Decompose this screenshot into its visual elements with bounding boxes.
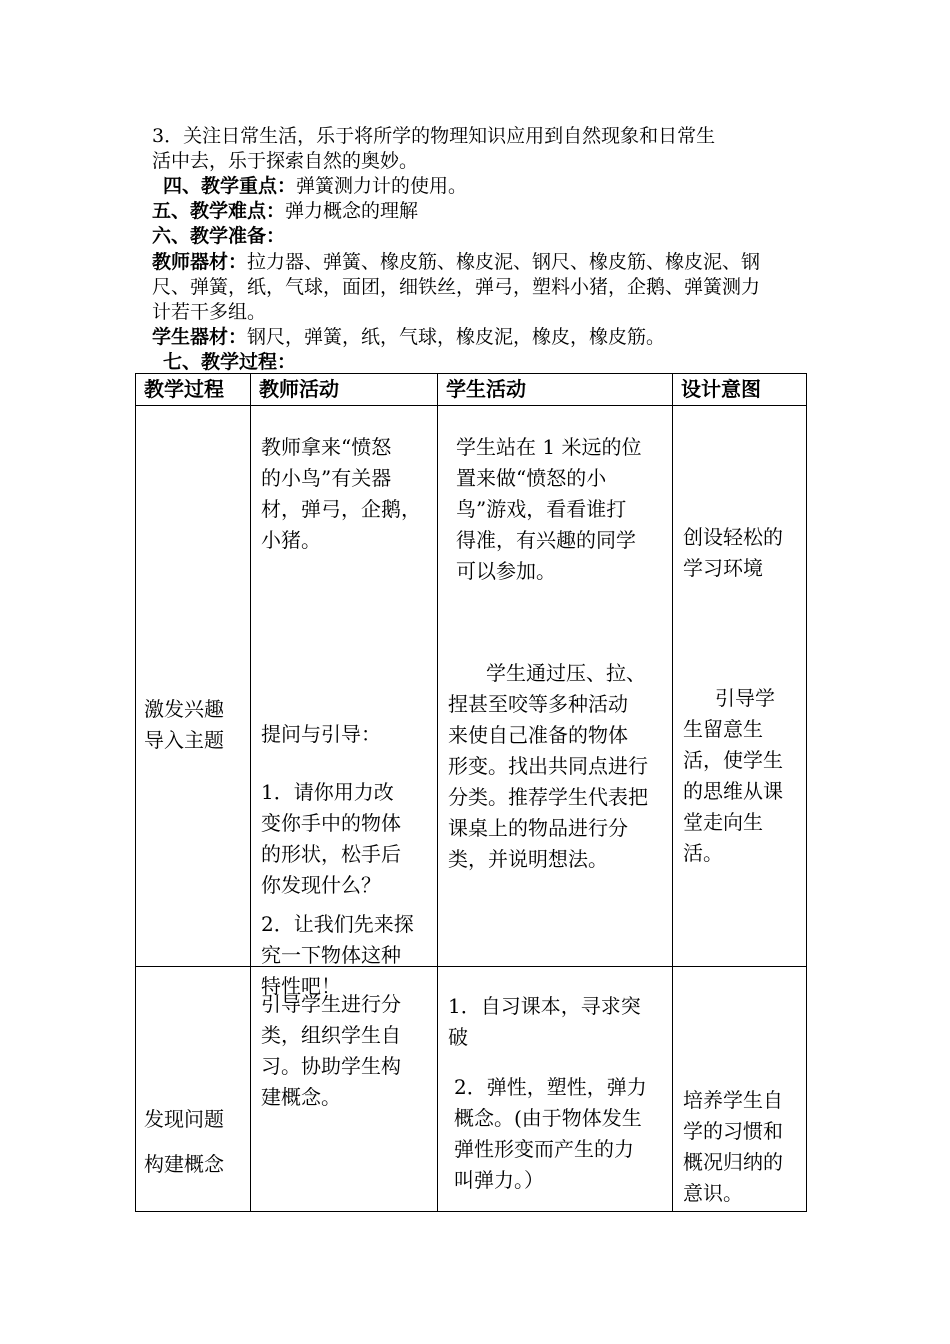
text-line: 类，并说明想法。 bbox=[448, 847, 608, 871]
text-line: 可以参加。 bbox=[456, 559, 556, 583]
text-line: 置来做“愤怒的小 bbox=[456, 466, 607, 490]
text-line: 弹性形变而产生的力 bbox=[454, 1137, 634, 1161]
text-line: 课桌上的物品进行分 bbox=[448, 816, 628, 840]
text-line: 的形状，松手后 bbox=[261, 842, 401, 866]
row1-stage-cell bbox=[136, 406, 251, 967]
text-line: 创设轻松的 bbox=[683, 525, 783, 549]
text-line: 1．请你用力改 bbox=[261, 780, 394, 804]
row2-stage bbox=[144, 1097, 224, 1187]
row2-teacher-cell bbox=[251, 967, 438, 1212]
key-point-heading: 四、教学重点： bbox=[163, 175, 297, 197]
student-materials-text: 钢尺，弹簧，纸，气球，橡皮泥，橡皮，橡皮筋。 bbox=[247, 326, 666, 348]
text-line: 引导学 bbox=[715, 686, 775, 710]
header-student-activity: 学生活动 bbox=[438, 374, 673, 406]
student-materials-heading: 学生器材： bbox=[152, 326, 248, 348]
row2-student-cell bbox=[438, 967, 673, 1212]
row2-intent-text bbox=[683, 1085, 783, 1209]
text-line: 2．弹性，塑性，弹力 bbox=[454, 1075, 647, 1099]
row1-intent-environment bbox=[683, 522, 783, 584]
text-line: 学生通过压、拉、 bbox=[486, 661, 646, 685]
text-line: 形变。找出共同点进行 bbox=[448, 754, 648, 778]
difficult-point-text: 弹力概念的理解 bbox=[285, 200, 419, 222]
key-point-text: 弹簧测力计的使用。 bbox=[296, 175, 468, 197]
text-line: 意识。 bbox=[683, 1181, 743, 1205]
teacher-materials-line-1 bbox=[152, 250, 760, 275]
goal-3-line-1: 3．关注日常生活，乐于将所学的物理知识应用到自然现象和日常生 bbox=[152, 125, 716, 147]
row1-stage bbox=[144, 694, 224, 756]
teacher-materials-text: 拉力器、弹簧、橡皮筋、橡皮泥、钢尺、橡皮筋、橡皮泥、钢 bbox=[247, 251, 761, 273]
row2-teacher-text bbox=[261, 989, 401, 1113]
header-design-intent: 设计意图 bbox=[673, 374, 807, 406]
header-teacher-activity: 教师活动 bbox=[251, 374, 438, 406]
row1-teacher-question-1 bbox=[261, 777, 401, 901]
text-line: 活，使学生 bbox=[683, 748, 783, 772]
text-line: 类，组织学生自 bbox=[261, 1023, 401, 1047]
text-line: 学生站在 1 米远的位 bbox=[456, 435, 642, 459]
text-line: 材，弹弓，企鹅， bbox=[261, 497, 421, 521]
text-line: 2．让我们先来探 bbox=[261, 912, 414, 936]
row1-stage-line: 导入主题 bbox=[144, 728, 224, 752]
text-line: 来使自己准备的物体 bbox=[448, 723, 628, 747]
text-line: 教师拿来“愤怒 bbox=[261, 435, 392, 459]
row2-stage-cell bbox=[136, 967, 251, 1212]
text-line: 小猪。 bbox=[261, 528, 321, 552]
text-line: 学的习惯和 bbox=[683, 1119, 783, 1143]
row2-stage-line: 构建概念 bbox=[144, 1152, 224, 1176]
text-line: 变你手中的物体 bbox=[261, 811, 401, 835]
row1-stage-line: 激发兴趣 bbox=[144, 697, 224, 721]
row1-intent-cell bbox=[673, 406, 807, 967]
difficult-point-heading: 五、教学难点： bbox=[152, 200, 286, 222]
row1-student-cell bbox=[438, 406, 673, 967]
text-line: 捏甚至咬等多种活动 bbox=[448, 692, 628, 716]
table-row bbox=[136, 967, 807, 1212]
teacher-materials-heading: 教师器材： bbox=[152, 251, 248, 273]
text-line: 生留意生 bbox=[683, 717, 763, 741]
row1-student-game bbox=[456, 432, 641, 587]
row1-teacher-question-heading: 提问与引导： bbox=[261, 722, 381, 746]
text-line: 概况归纳的 bbox=[683, 1150, 783, 1174]
text-line: 1．自习课本，寻求突 bbox=[448, 994, 641, 1018]
row2-student-concepts bbox=[454, 1072, 647, 1196]
text-line: 学习环境 bbox=[683, 556, 763, 580]
text-line: 的小鸟”有关器 bbox=[261, 466, 392, 490]
text-line: 破 bbox=[448, 1025, 468, 1049]
difficult-point bbox=[152, 199, 418, 224]
teaching-process-table bbox=[135, 373, 807, 1212]
text-line: 引导学生进行分 bbox=[261, 992, 401, 1016]
row1-teacher-intro bbox=[261, 432, 421, 556]
student-materials bbox=[152, 325, 665, 350]
text-line: 概念。(由于物体发生 bbox=[454, 1106, 642, 1130]
process-heading: 七、教学过程： bbox=[163, 351, 297, 373]
row2-intent-cell bbox=[673, 967, 807, 1212]
goal-3-line-2: 活中去，乐于探索自然的奥妙。 bbox=[152, 150, 419, 172]
row1-student-deform bbox=[448, 658, 648, 875]
text-line: 分类。推荐学生代表把 bbox=[448, 785, 648, 809]
teacher-materials-line-2: 尺、弹簧，纸，气球，面团，细铁丝，弹弓，塑料小猪，企鹅、弹簧测力 bbox=[152, 276, 761, 298]
key-point bbox=[163, 174, 467, 199]
text-line: 的思维从课 bbox=[683, 779, 783, 803]
text-line: 叫弹力。） bbox=[454, 1168, 544, 1192]
row1-teacher-cell bbox=[251, 406, 438, 998]
text-line: 得准，有兴趣的同学 bbox=[456, 528, 636, 552]
table-header-row bbox=[136, 374, 807, 406]
row2-stage-line: 发现问题 bbox=[144, 1107, 224, 1131]
text-line: 培养学生自 bbox=[683, 1088, 783, 1112]
text-line: 鸟”游戏，看看谁打 bbox=[456, 497, 627, 521]
preparation-heading: 六、教学准备： bbox=[152, 225, 286, 247]
text-line: 堂走向生 bbox=[683, 810, 763, 834]
text-line: 习。协助学生构 bbox=[261, 1054, 401, 1078]
header-stage: 教学过程 bbox=[136, 374, 251, 406]
text-line: 究一下物体这种 bbox=[261, 943, 401, 967]
row1-intent-guide bbox=[683, 683, 783, 869]
text-line: 建概念。 bbox=[261, 1085, 341, 1109]
text-line: 特性吧！ bbox=[261, 974, 341, 998]
table-row bbox=[136, 406, 807, 967]
text-line: 活。 bbox=[683, 841, 723, 865]
text-line: 你发现什么？ bbox=[261, 873, 381, 897]
teacher-materials-line-3: 计若干多组。 bbox=[152, 301, 267, 323]
row2-student-selfstudy bbox=[448, 991, 641, 1053]
